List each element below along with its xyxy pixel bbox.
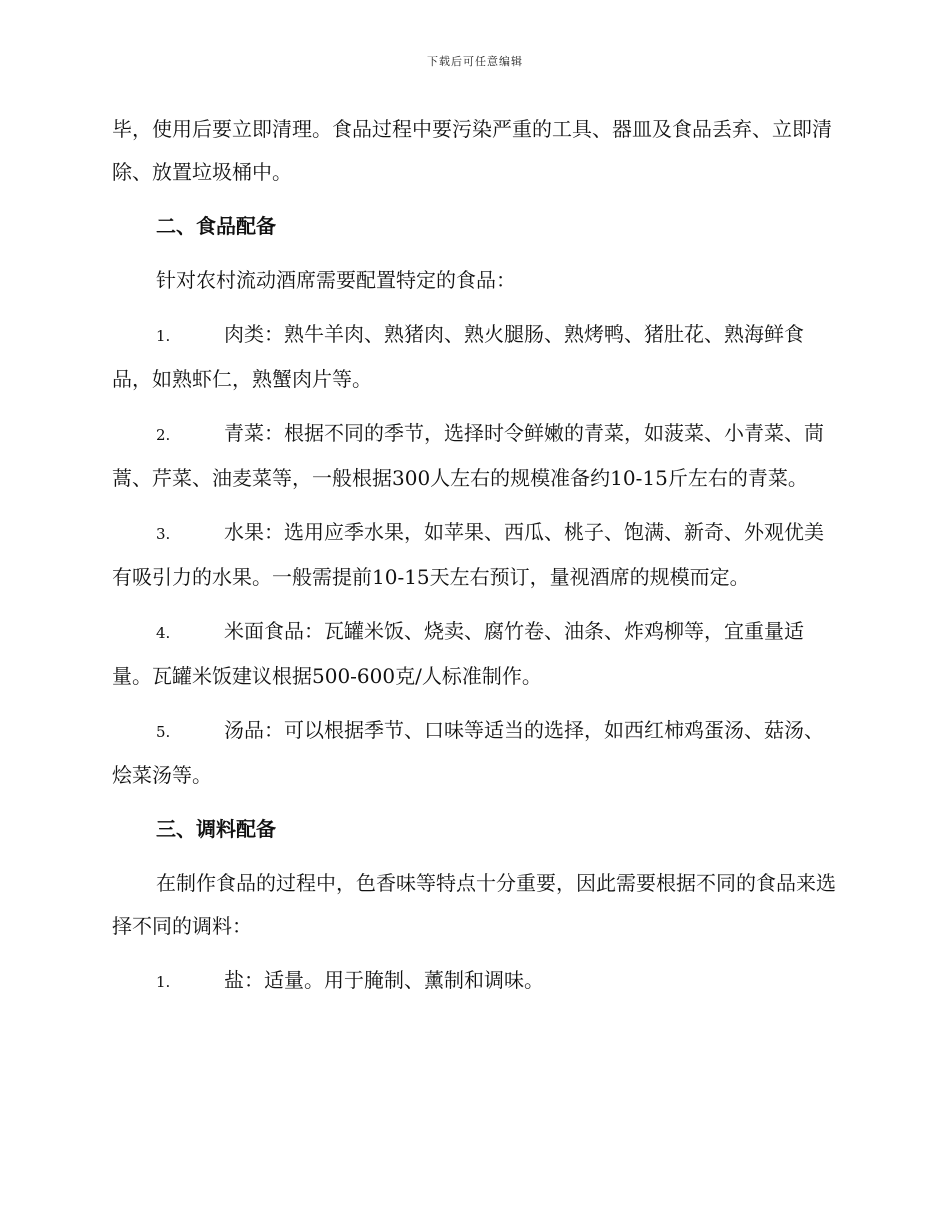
section-3-heading: 三、调料配备 xyxy=(156,817,276,841)
list-item-number: 5. xyxy=(156,723,171,741)
list-item-number: 3. xyxy=(156,525,171,543)
list-item-text: 水果：选用应季水果，如苹果、西瓜、桃子、饱满、新奇、外观优美有吸引力的水果。一般需提前10-15天左右预订，量视酒席的规模而定。 xyxy=(112,520,824,589)
list-item xyxy=(112,709,838,797)
list-item xyxy=(112,610,838,698)
list-item-number: 1. xyxy=(156,327,171,345)
page-header: 下载后可任意编辑 xyxy=(427,55,523,68)
list-item xyxy=(112,959,838,1004)
list-item-text: 汤品：可以根据季节、口味等适当的选择，如西红柿鸡蛋汤、菇汤、烩菜汤等。 xyxy=(112,718,824,787)
list-item xyxy=(112,412,838,500)
list-item-text: 米面食品：瓦罐米饭、烧卖、腐竹卷、油条、炸鸡柳等，宜重量适量。瓦罐米饭建议根据500-600克/人标准制作。 xyxy=(112,619,804,688)
document-body xyxy=(112,108,838,1015)
list-item-text: 肉类：熟牛羊肉、熟猪肉、熟火腿肠、熟烤鸭、猪肚花、熟海鲜食品，如熟虾仁，熟蟹肉片等。 xyxy=(112,322,804,391)
list-item-number: 4. xyxy=(156,624,171,642)
list-item xyxy=(112,313,838,401)
list-item-text: 青菜：根据不同的季节，选择时令鲜嫩的青菜，如菠菜、小青菜、茼蒿、芹菜、油麦菜等，一般根据300人左右的规模准备约10-15斤左右的青菜。 xyxy=(112,421,824,490)
intro-continuation-paragraph: 毕，使用后要立即清理。食品过程中要污染严重的工具、器皿及食品丢弃、立即清除、放置垃圾桶中。 xyxy=(112,117,832,184)
section-3-intro: 在制作食品的过程中，色香味等特点十分重要，因此需要根据不同的食品来选择不同的调料： xyxy=(112,871,836,938)
list-item-number: 2. xyxy=(156,426,171,444)
section-2-intro: 针对农村流动酒席需要配置特定的食品： xyxy=(156,268,516,292)
list-item-number: 1. xyxy=(156,973,171,991)
section-2-heading: 二、食品配备 xyxy=(156,214,276,238)
list-item xyxy=(112,511,838,599)
list-item-text: 盐：适量。用于腌制、薰制和调味。 xyxy=(224,968,544,992)
